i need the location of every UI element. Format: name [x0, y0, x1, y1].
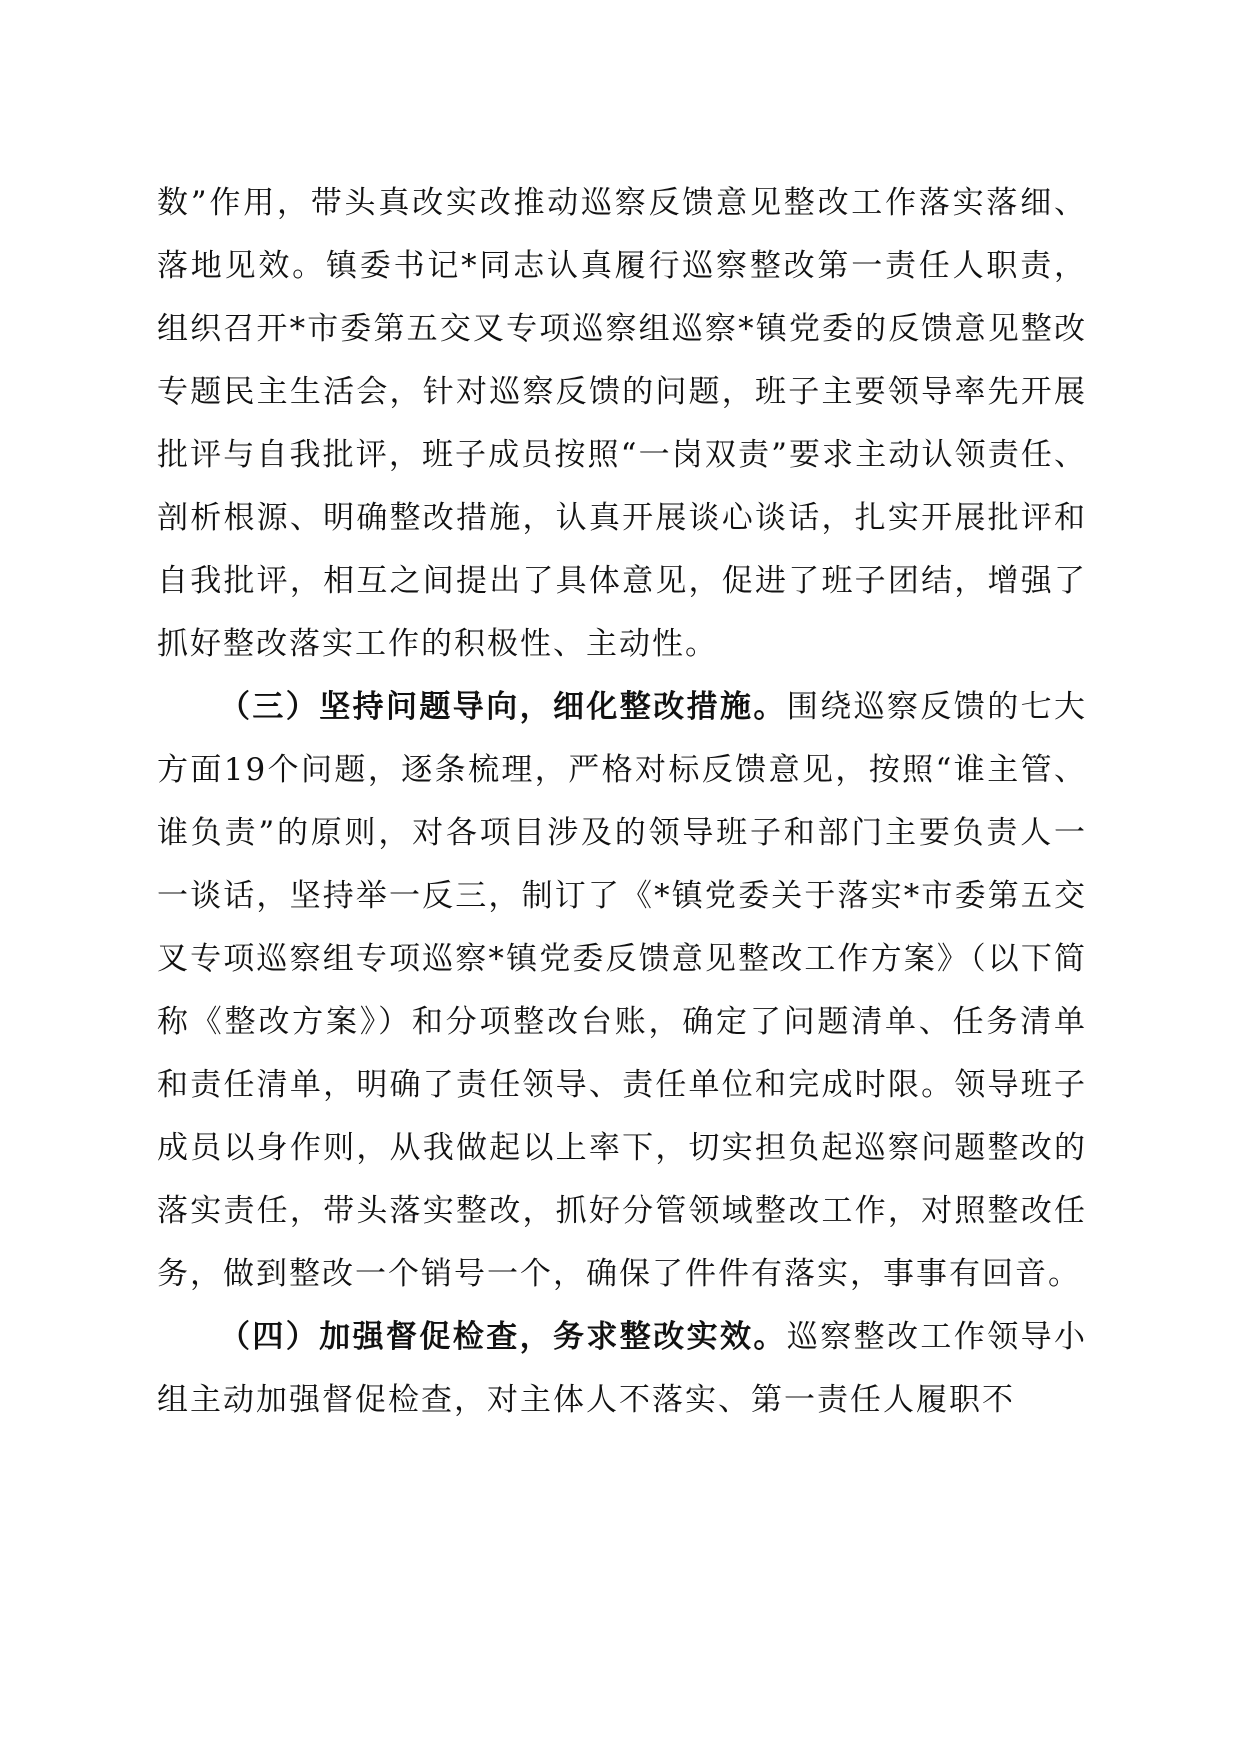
section-heading: （三）坚持问题导向，细化整改措施。 [219, 689, 787, 725]
paragraph-section-4 [157, 1306, 1087, 1432]
paragraph-text: 数”作用，带头真改实改推动巡察反馈意见整改工作落实落细、落地见效。镇委书记*同志认真履行巡察整改第一责任人职责，组织召开*市委第五交叉专项巡察组巡察*镇党委的反馈意见整改专题民主生活会，针对巡察反馈的问题，班子主要领导率先开展批评与自我批评，班子成员按照“一岗双责”要求主动认领责任、剖析根源、明确整改措施，认真开展谈心谈话，扎实开展批评和自我批评，相互之间提出了具体意见，促进了班子团结，增强了抓好整改落实工作的积极性、主动性。 [157, 185, 1087, 662]
section-heading: （四）加强督促检查，务求整改实效。 [219, 1319, 787, 1355]
paragraph-section-3 [157, 676, 1087, 1306]
paragraph-text: 围绕巡察反馈的七大方面19个问题，逐条梳理，严格对标反馈意见，按照“谁主管、谁负责”的原则，对各项目涉及的领导班子和部门主要负责人一一谈话，坚持举一反三，制订了《*镇党委关于落实*市委第五交叉专项巡察组专项巡察*镇党委反馈意见整改工作方案》（以下简称《整改方案》）和分项整改台账，确定了问题清单、任务清单和责任清单，明确了责任领导、责任单位和完成时限。领导班子成员以身作则，从我做起以上率下，切实担负起巡察问题整改的落实责任，带头落实整改，抓好分管领域整改工作，对照整改任务，做到整改一个销号一个，确保了件件有落实，事事有回音。 [157, 689, 1088, 1292]
paragraph-continued [157, 172, 1087, 676]
paragraph-text: 巡察整改工作领导小组主动加强督促检查，对主体人不落实、第一责任人履职不 [157, 1319, 1088, 1418]
document-body [157, 172, 1087, 1432]
